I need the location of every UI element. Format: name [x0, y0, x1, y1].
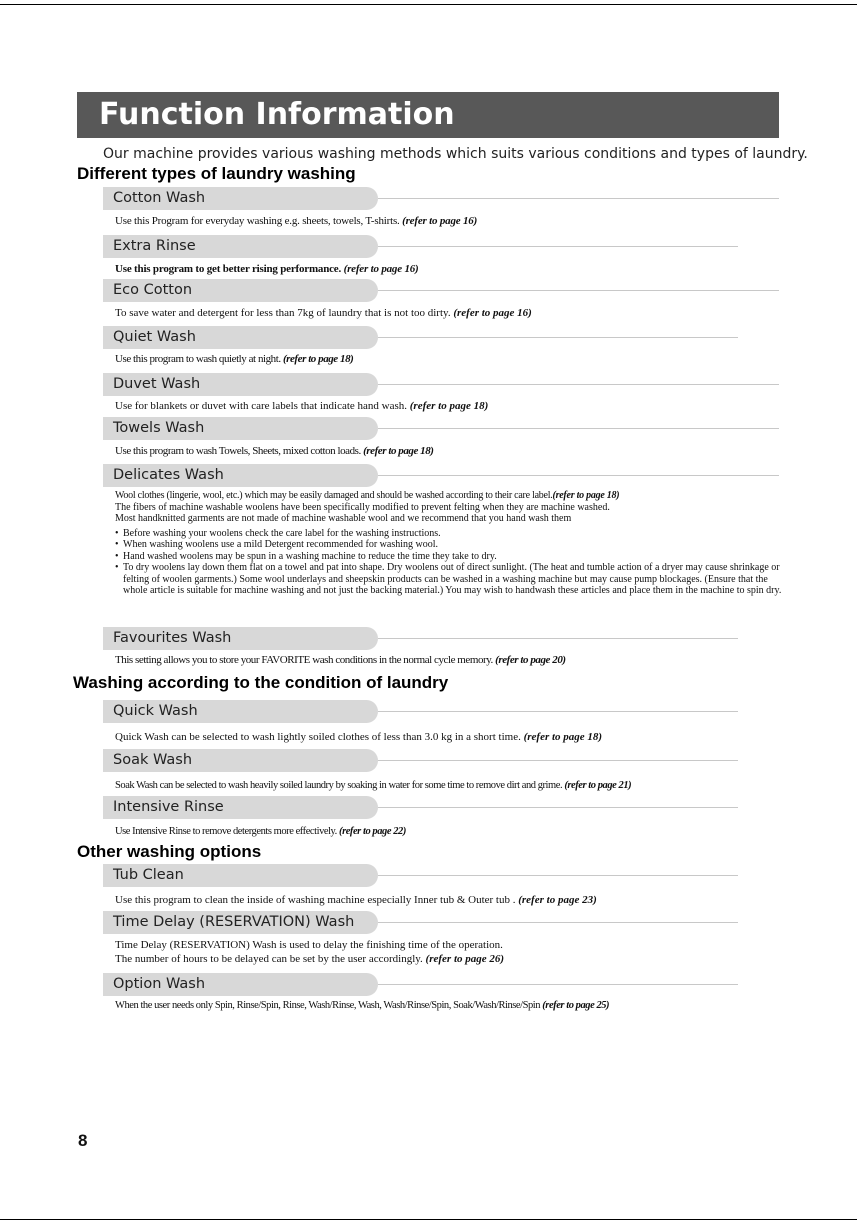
divider-line — [378, 198, 779, 199]
list-item: • Hand washed woolens may be spun in a washing machine to reduce the time they take to dry. — [115, 550, 497, 562]
page-reference: (refer to page 22) — [339, 826, 406, 837]
program-label-quick: Quick Wash — [103, 700, 378, 723]
list-item: • To dry woolens lay down them flat on a towel and pat into shape. Dry woolens out of direct sunlight. (The heat and tumble action of a dryer may cause shrinkage or felting of woolen garments.) Some wool underlays and sheepskin products can be washed in a washing machine but may cause pump blockages. (Ensure that the whole article is suitable for machine washing and not just the backing material.) You may wish to handwash these articles and place them in the machine to spin dry. — [115, 562, 782, 596]
program-desc-eco-cotton: To save water and detergent for less than 7kg of laundry that is not too dirty. (refer to page 16) — [115, 307, 532, 319]
top-rule — [0, 4, 857, 5]
program-label-tub-clean: Tub Clean — [103, 864, 378, 887]
program-label-cotton: Cotton Wash — [103, 187, 378, 210]
page-number: 8 — [78, 1131, 88, 1150]
bullet-icon: • — [115, 539, 119, 550]
program-desc-tub-clean: Use this program to clean the inside of washing machine especially Inner tub & Outer tub . (refer to page 23) — [115, 894, 597, 906]
page-reference: (refer to page 16) — [453, 307, 532, 319]
page-reference: (refer to page 26) — [425, 953, 505, 965]
divider-line — [378, 384, 779, 385]
program-label-soak: Soak Wash — [103, 749, 378, 772]
bullet-icon: • — [115, 527, 119, 539]
divider-line — [378, 246, 738, 247]
bullet-icon: • — [115, 550, 119, 562]
divider-line — [378, 760, 738, 761]
page-reference: (refer to page 20) — [495, 654, 566, 666]
divider-line — [378, 711, 738, 712]
program-label-extra-rinse: Extra Rinse — [103, 235, 378, 258]
program-desc-duvet: Use for blankets or duvet with care labels that indicate hand wash. (refer to page 18) — [115, 400, 489, 412]
list-item: • When washing woolens use a mild Detergent recommended for washing wool. — [115, 539, 439, 550]
page-reference: (refer to page 18) — [282, 353, 354, 365]
program-desc-delicates — [115, 490, 785, 597]
divider-line — [378, 875, 738, 876]
program-desc-favourites: This setting allows you to store your FAVORITE wash conditions in the normal cycle memory. (refer to page 20) — [115, 654, 566, 666]
divider-line — [378, 984, 738, 985]
page-reference: (refer to page 16) — [402, 215, 478, 227]
program-desc-soak: Soak Wash can be selected to wash heavily soiled laundry by soaking in water for some time to remove dirt and grime. (refer to page 21) — [115, 780, 632, 791]
program-desc-time-delay-2: The number of hours to be delayed can be set by the user accordingly. (refer to page 26) — [115, 953, 505, 965]
program-desc-cotton: Use this Program for everyday washing e.g. sheets, towels, T-shirts. (refer to page 16) — [115, 215, 478, 227]
divider-line — [378, 922, 738, 923]
program-label-intensive-rinse: Intensive Rinse — [103, 796, 378, 819]
divider-line — [378, 290, 779, 291]
bottom-rule — [0, 1219, 857, 1220]
program-label-quiet: Quiet Wash — [103, 326, 378, 349]
program-label-favourites: Favourites Wash — [103, 627, 378, 650]
delicates-line-2: The fibers of machine washable woolens have been specifically modified to prevent felting when they are machine washed. — [115, 501, 610, 513]
page-title: Function Information — [77, 92, 779, 138]
program-desc-towels: Use this program to wash Towels, Sheets, mixed cotton loads. (refer to page 18) — [115, 445, 434, 457]
delicates-bullet-list — [115, 528, 785, 597]
program-desc-extra-rinse: Use this program to get better rising performance. (refer to page 16) — [115, 263, 419, 275]
program-label-towels: Towels Wash — [103, 417, 378, 440]
delicates-line-1: Wool clothes (lingerie, wool, etc.) which may be easily damaged and should be washed according to their care label.(refer to page 18) — [115, 490, 620, 501]
divider-line — [378, 337, 738, 338]
program-desc-quick: Quick Wash can be selected to wash lightly soiled clothes of less than 3.0 kg in a short time. (refer to page 18) — [115, 731, 603, 743]
page-reference: (refer to page 23) — [518, 894, 597, 906]
program-label-delicates: Delicates Wash — [103, 464, 378, 487]
divider-line — [378, 428, 779, 429]
list-item: • Before washing your woolens check the care label for the washing instructions. — [115, 527, 441, 539]
program-label-duvet: Duvet Wash — [103, 373, 378, 396]
page-reference: (refer to page 16) — [343, 263, 419, 275]
page-reference: (refer to page 21) — [564, 780, 632, 791]
divider-line — [378, 807, 738, 808]
divider-line — [378, 475, 779, 476]
page-reference: (refer to page 18) — [409, 400, 489, 412]
program-desc-quiet: Use this program to wash quietly at night. (refer to page 18) — [115, 353, 354, 365]
page-reference: (refer to page 18) — [552, 490, 620, 501]
program-desc-option: When the user needs only Spin, Rinse/Spin, Rinse, Wash/Rinse, Wash, Wash/Rinse/Spin, Soak/Wash/Rinse/Spin (refer to page 25) — [115, 1000, 610, 1011]
delicates-line-3: Most handknitted garments are not made of machine washable wool and we recommend that you hand wash them — [115, 513, 572, 524]
program-desc-intensive-rinse: Use Intensive Rinse to remove detergents more effectively. (refer to page 22) — [115, 826, 406, 837]
page-reference: (refer to page 18) — [523, 731, 603, 743]
program-label-option: Option Wash — [103, 973, 378, 996]
divider-line — [378, 638, 738, 639]
page-reference: (refer to page 18) — [363, 445, 434, 457]
section-heading-condition: Washing according to the condition of laundry — [73, 673, 449, 692]
section-heading-other: Other washing options — [77, 842, 262, 861]
program-label-eco-cotton: Eco Cotton — [103, 279, 378, 302]
program-desc-time-delay-1: Time Delay (RESERVATION) Wash is used to delay the finishing time of the operation. — [115, 939, 503, 951]
page-reference: (refer to page 25) — [542, 1000, 610, 1011]
section-heading-types: Different types of laundry washing — [77, 164, 356, 183]
bullet-icon: • — [115, 562, 119, 573]
program-label-time-delay: Time Delay (RESERVATION) Wash — [103, 911, 378, 934]
intro-text: Our machine provides various washing methods which suits various conditions and types of laundry. — [103, 146, 808, 162]
